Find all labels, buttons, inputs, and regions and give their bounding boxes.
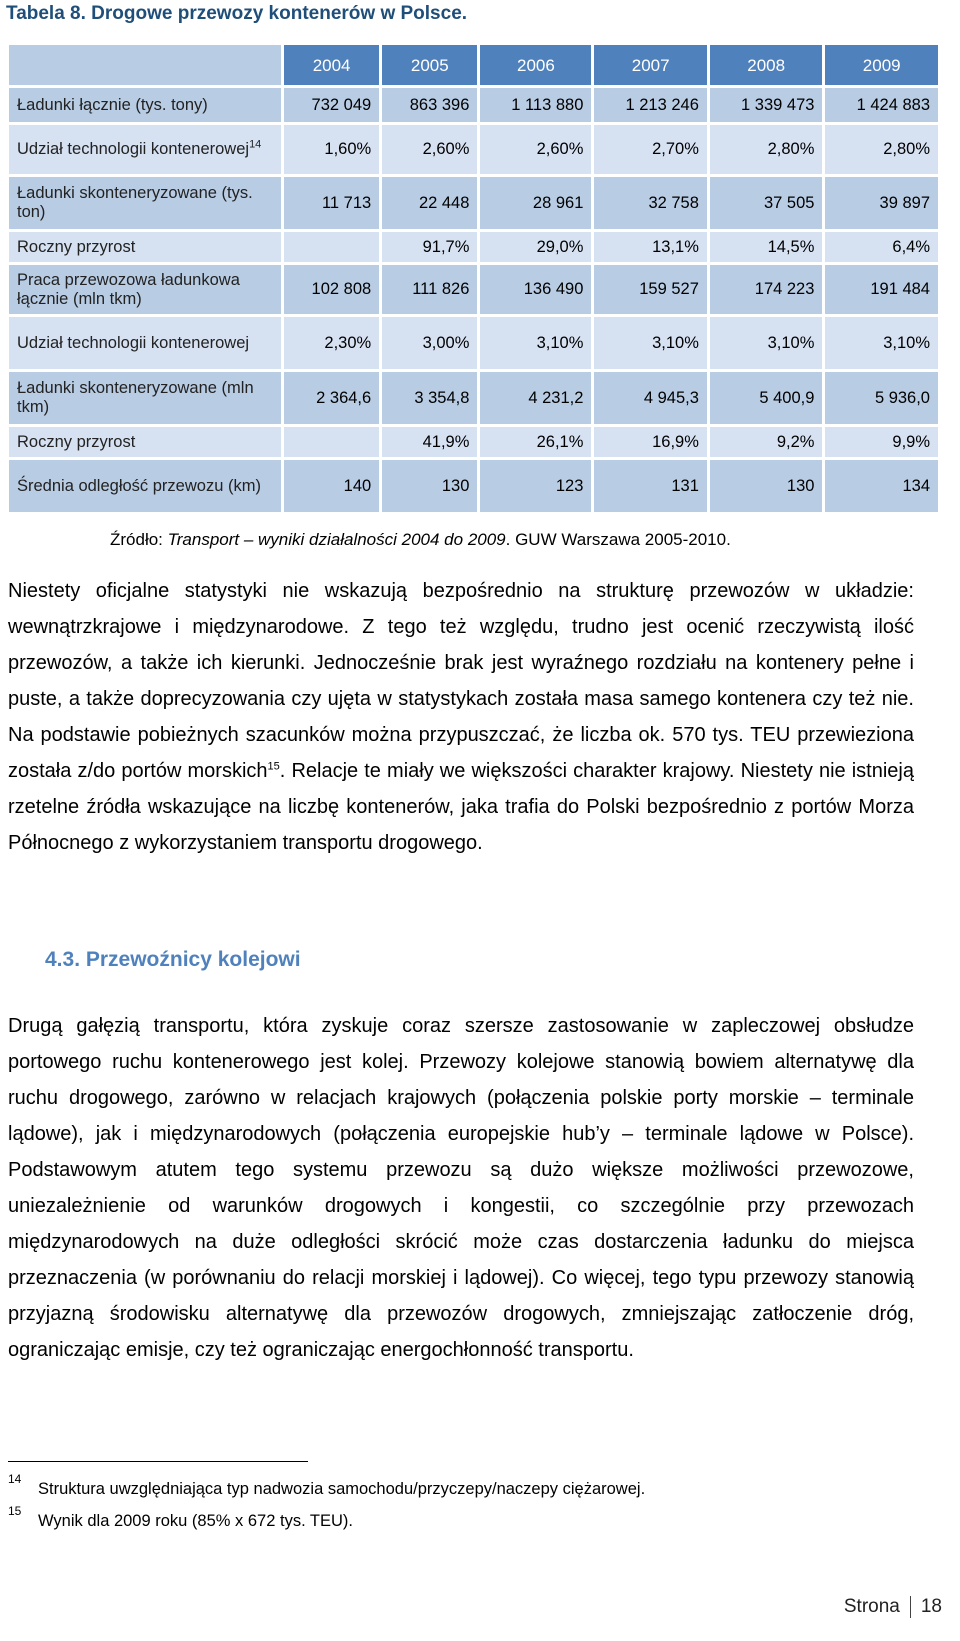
cell: 102 808	[284, 265, 379, 314]
cell: 5 936,0	[825, 372, 938, 424]
cell: 91,7%	[382, 232, 477, 262]
cell: 134	[825, 460, 938, 512]
cell: 136 490	[480, 265, 591, 314]
year-header: 2005	[382, 45, 477, 85]
cell: 174 223	[710, 265, 823, 314]
table-row	[9, 427, 938, 457]
cell: 13,1%	[594, 232, 707, 262]
row-label: Ładunki skonteneryzowane (tys. ton)	[9, 177, 281, 229]
footnote-ref: 14	[249, 138, 262, 151]
cell: 3,10%	[825, 317, 938, 369]
table-caption: Tabela 8. Drogowe przewozy kontenerów w Polsce.	[6, 3, 468, 24]
paragraph-text: . Relacje te miały we większości charakter krajowy. Niestety nie istnieją rzetelne źródła wskazujące na liczbę kontenerów, jaka trafia do Polski bezpośrednio z portów Morza Północnego z wykorzystaniem transportu drogowego.	[8, 760, 914, 854]
row-label: Praca przewozowa ładunkowa łącznie (mln tkm)	[9, 265, 281, 314]
cell: 16,9%	[594, 427, 707, 457]
table-row	[9, 232, 938, 262]
cell: 26,1%	[480, 427, 591, 457]
table-source	[110, 530, 731, 550]
row-label: Roczny przyrost	[9, 427, 281, 457]
row-label: Udział technologii kontenerowej	[17, 140, 250, 158]
cell: 1 113 880	[480, 88, 591, 122]
table-header-row	[9, 45, 938, 85]
cell: 39 897	[825, 177, 938, 229]
footnote-divider	[8, 1461, 308, 1462]
cell: 32 758	[594, 177, 707, 229]
cell: 9,2%	[710, 427, 823, 457]
cell: 3,10%	[480, 317, 591, 369]
cell: 28 961	[480, 177, 591, 229]
table-row	[9, 317, 938, 369]
table-row	[9, 125, 938, 174]
footnote-number: 15	[8, 1504, 22, 1518]
footnote-ref: 15	[267, 760, 280, 773]
table-row	[9, 88, 938, 122]
cell	[284, 427, 379, 457]
year-header: 2009	[825, 45, 938, 85]
cell: 29,0%	[480, 232, 591, 262]
year-header: 2008	[710, 45, 823, 85]
cell: 5 400,9	[710, 372, 823, 424]
footnote-text: Struktura uwzględniająca typ nadwozia samochodu/przyczepy/naczepy ciężarowej.	[38, 1480, 646, 1498]
cell: 14,5%	[710, 232, 823, 262]
cell: 11 713	[284, 177, 379, 229]
header-corner	[9, 45, 281, 85]
cell	[284, 232, 379, 262]
table-row	[9, 372, 938, 424]
cell: 2,30%	[284, 317, 379, 369]
cell: 3,10%	[710, 317, 823, 369]
source-title: Transport – wyniki działalności 2004 do 2009	[167, 530, 506, 549]
cell: 4 945,3	[594, 372, 707, 424]
table-row	[9, 177, 938, 229]
cell: 3,10%	[594, 317, 707, 369]
cell: 2,60%	[480, 125, 591, 174]
cell: 140	[284, 460, 379, 512]
cell: 3,00%	[382, 317, 477, 369]
cell: 111 826	[382, 265, 477, 314]
cell: 130	[710, 460, 823, 512]
transport-table	[6, 42, 941, 515]
cell: 131	[594, 460, 707, 512]
cell: 2 364,6	[284, 372, 379, 424]
cell: 2,70%	[594, 125, 707, 174]
row-label-cell	[9, 125, 281, 174]
cell: 2,60%	[382, 125, 477, 174]
cell: 123	[480, 460, 591, 512]
row-label: Ładunki skonteneryzowane (mln tkm)	[9, 372, 281, 424]
cell: 2,80%	[825, 125, 938, 174]
body-paragraph: Drugą gałęzią transportu, która zyskuje coraz szersze zastosowanie w zapleczowej obsłudze portowego ruchu kontenerowego jest kolej. Przewozy kolejowe stanowią bowiem alternatywę dla ruchu drogowego, zarówno w relacjach krajowych (połączenia polskie porty morskie – terminale lądowe), jak i międzynarodowych (połączenia europejskie hub’y – terminale lądowe w Polsce). Podstawowym atutem tego systemu przewozu są dużo większe możliwości przewozowe, uniezależnienie od warunków drogowych i kongestii, co szczególnie przy przewozach międzynarodowych na duże odległości skrócić może czas dostarczenia ładunku do miejsca przeznaczenia (w porównaniu do relacji morskiej i lądowej). Co więcej, tego typu przewozy stanowią przyjazną środowisku alternatywę dla przewozów drogowych, zmniejszając zatłoczenie dróg, ograniczając emisje, czy też ograniczając energochłonność transportu.	[8, 1015, 914, 1361]
cell: 6,4%	[825, 232, 938, 262]
cell: 2,80%	[710, 125, 823, 174]
cell: 4 231,2	[480, 372, 591, 424]
row-label: Udział technologii kontenerowej	[9, 317, 281, 369]
page-divider	[910, 1596, 911, 1618]
page-label: Strona	[843, 1596, 900, 1618]
cell: 9,9%	[825, 427, 938, 457]
source-suffix: . GUW Warszawa 2005-2010.	[505, 530, 731, 549]
row-label: Ładunki łącznie (tys. tony)	[9, 88, 281, 122]
cell: 732 049	[284, 88, 379, 122]
table-row	[9, 460, 938, 512]
table-row	[9, 265, 938, 314]
footnote-number: 14	[8, 1472, 22, 1486]
cell: 41,9%	[382, 427, 477, 457]
year-header: 2006	[480, 45, 591, 85]
cell: 130	[382, 460, 477, 512]
row-label: Roczny przyrost	[9, 232, 281, 262]
cell: 191 484	[825, 265, 938, 314]
cell: 159 527	[594, 265, 707, 314]
page-number	[844, 1596, 942, 1618]
cell: 3 354,8	[382, 372, 477, 424]
section-heading: 4.3. Przewoźnicy kolejowi	[45, 948, 301, 971]
paragraph-text: Niestety oficjalne statystyki nie wskazują bezpośrednio na strukturę przewozów w układzie: wewnątrzkrajowe i międzynarodowe. Z tego też względu, trudno jest ocenić rzeczywistą ilość przewozów, a także ich kierunki. Jednocześnie brak jest wyraźnego rozdziału na kontenery pełne i puste, a także doprecyzowania czy ujęta w statystykach została masa samego kontenera czy też nie. Na podstawie pobieżnych szacunków można przypuszczać, że liczba ok. 570 tys. TEU przewieziona została z/do portów morskich	[8, 580, 914, 782]
cell: 863 396	[382, 88, 477, 122]
cell: 1 424 883	[825, 88, 938, 122]
year-header: 2004	[284, 45, 379, 85]
page-number-value: 18	[920, 1596, 942, 1618]
cell: 22 448	[382, 177, 477, 229]
year-header: 2007	[594, 45, 707, 85]
cell: 1 339 473	[710, 88, 823, 122]
footnote-text: Wynik dla 2009 roku (85% x 672 tys. TEU).	[38, 1512, 354, 1530]
cell: 1 213 246	[594, 88, 707, 122]
row-label: Średnia odległość przewozu (km)	[9, 460, 281, 512]
body-paragraph	[8, 573, 914, 861]
source-prefix: Źródło:	[110, 530, 168, 549]
cell: 1,60%	[284, 125, 379, 174]
cell: 37 505	[710, 177, 823, 229]
